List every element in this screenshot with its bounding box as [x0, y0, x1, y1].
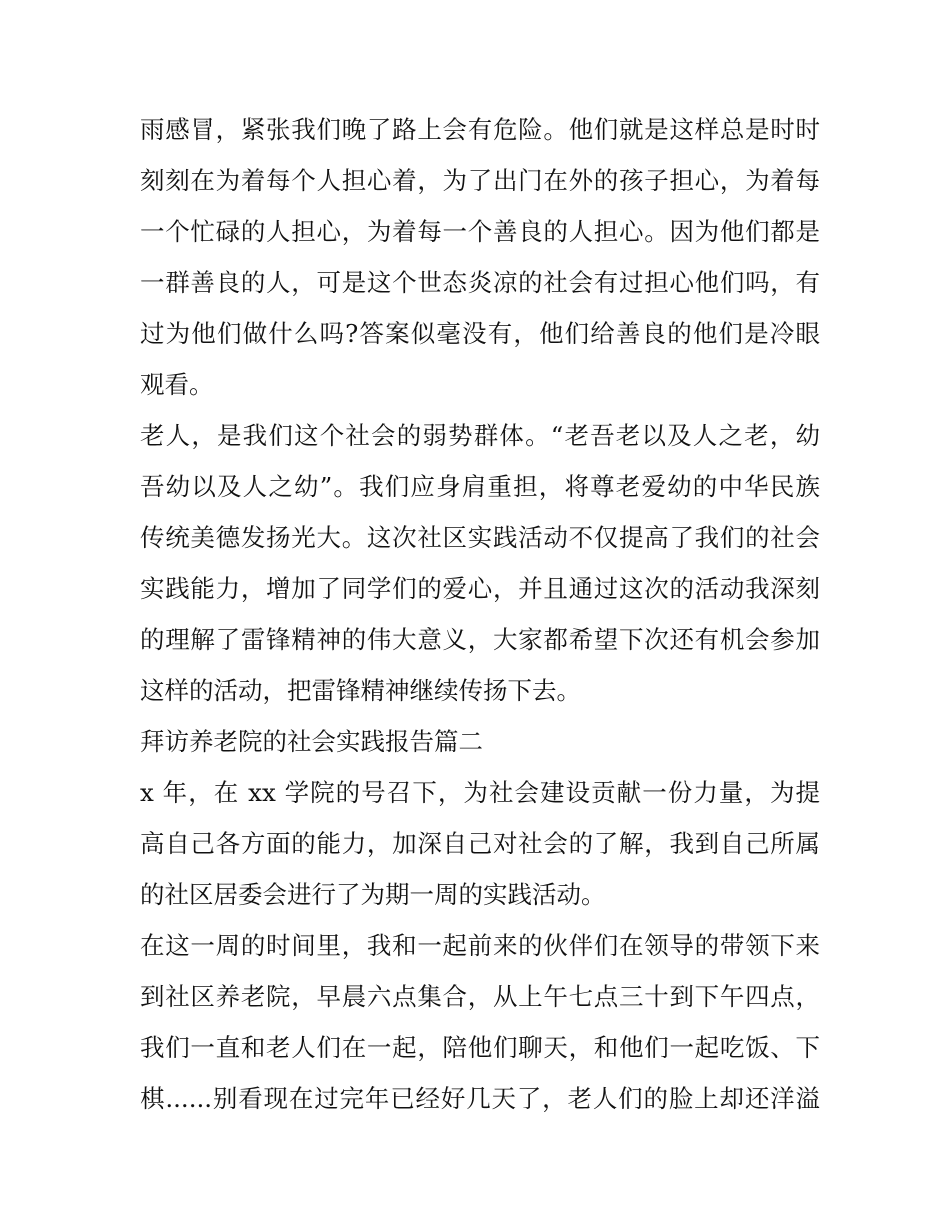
text-line: 吾幼以及人之幼”。我们应身肩重担，将尊老爱幼的中华民族 [140, 472, 820, 501]
text-line: 实践能力，增加了同学们的爱心，并且通过这次的活动我深刻 [140, 574, 820, 603]
text-line: 传统美德发扬光大。这次社区实践活动不仅提高了我们的社会 [140, 523, 820, 552]
text-line: 刻刻在为着每个人担心着，为了出门在外的孩子担心，为着每 [140, 166, 820, 195]
text-line: 雨感冒，紧张我们晚了路上会有危险。他们就是这样总是时时 [140, 115, 820, 144]
section-heading: 拜访养老院的社会实践报告篇二 [140, 727, 483, 756]
text-line: 的社区居委会进行了为期一周的实践活动。 [140, 880, 606, 909]
text-line: 我们一直和老人们在一起，陪他们聊天，和他们一起吃饭、下 [140, 1033, 820, 1062]
text-line: 一个忙碌的人担心，为着每一个善良的人担心。因为他们都是 [140, 217, 820, 246]
text-line: 的理解了雷锋精神的伟大意义，大家都希望下次还有机会参加 [140, 625, 820, 654]
text-line: 老人，是我们这个社会的弱势群体。“老吾老以及人之老，幼 [140, 421, 820, 450]
text-line: x 年，在 xx 学院的号召下，为社会建设贡献一份力量，为提 [140, 778, 820, 807]
body-text [140, 104, 820, 1124]
text-line: 观看。 [140, 370, 214, 399]
text-line: 一群善良的人，可是这个世态炎凉的社会有过担心他们吗，有 [140, 268, 820, 297]
text-line: 这样的活动，把雷锋精神继续传扬下去。 [140, 676, 581, 705]
text-line: 高自己各方面的能力，加深自己对社会的了解，我到自己所属 [140, 829, 820, 858]
text-line: 在这一周的时间里，我和一起前来的伙伴们在领导的带领下来 [140, 931, 820, 960]
text-line: 过为他们做什么吗?答案似毫没有，他们给善良的他们是冷眼 [140, 319, 820, 348]
text-line: 棋......别看现在过完年已经好几天了，老人们的脸上却还洋溢 [140, 1084, 820, 1113]
text-line: 到社区养老院，早晨六点集合，从上午七点三十到下午四点， [140, 982, 820, 1011]
